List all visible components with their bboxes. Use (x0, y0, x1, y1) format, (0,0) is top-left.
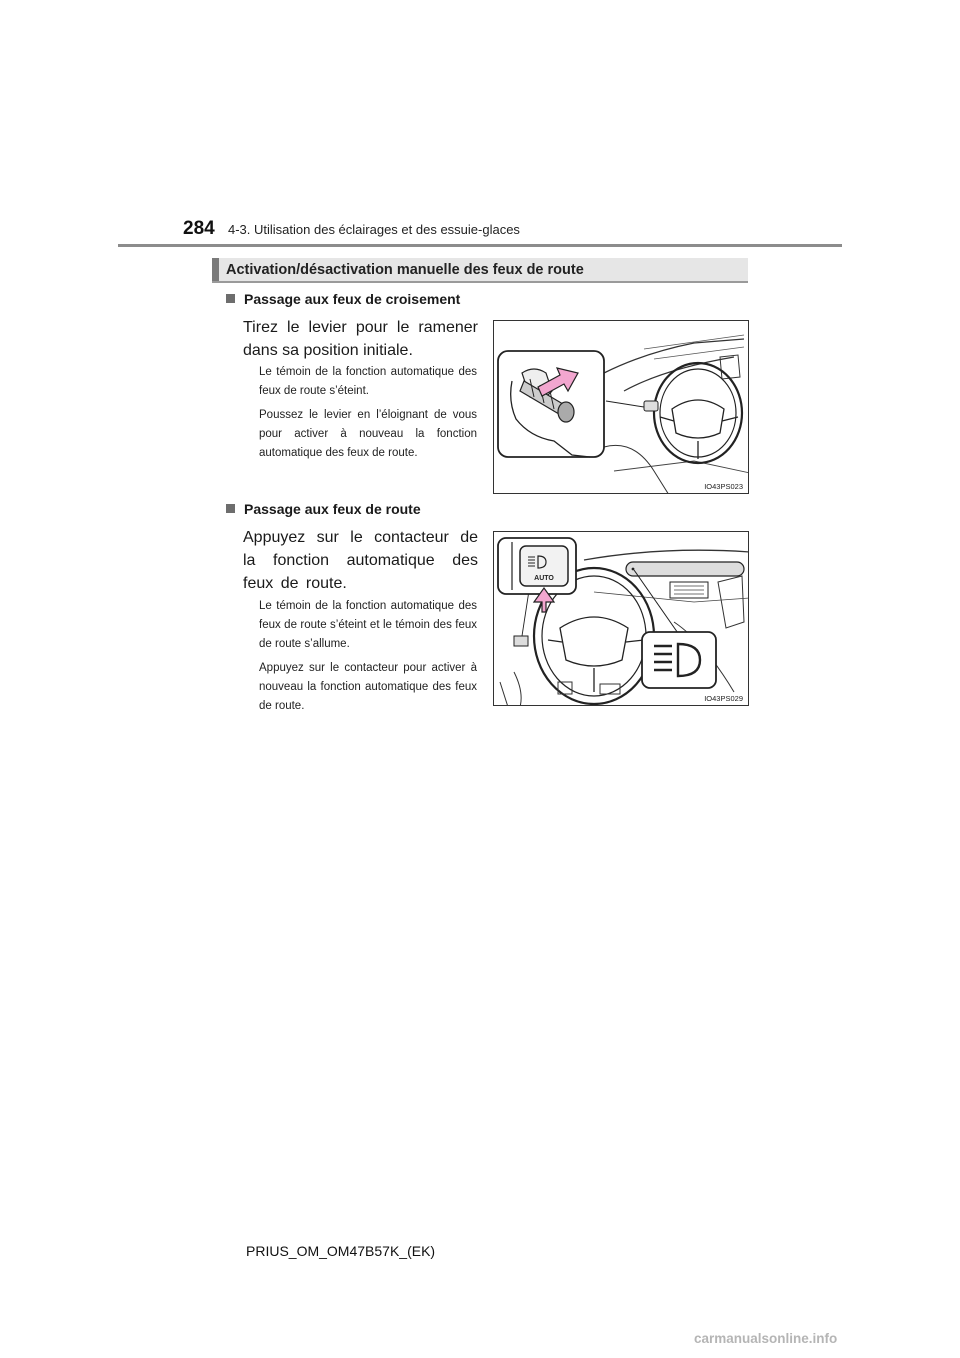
subheading-high-beam (226, 501, 421, 517)
subheading-low-beam-text: Passage aux feux de croisement (244, 291, 461, 307)
figure-code-1: IO43PS023 (704, 482, 743, 491)
figure-auto-switch (493, 531, 749, 706)
subheading-low-beam (226, 291, 460, 307)
section-title: Activation/désactivation manuelle des feux de route (226, 262, 584, 278)
page-number: 284 (183, 218, 215, 239)
lever-illustration (494, 321, 749, 494)
auto-label: AUTO (534, 575, 554, 582)
document-id: PRIUS_OM_OM47B57K_(EK) (246, 1243, 436, 1259)
site-watermark: carmanualsonline.info (694, 1331, 838, 1346)
note-low-beam-1: Le témoin de la fonction automatique des feux de route s’éteint. (259, 366, 477, 397)
instruction-high-beam: Appuyez sur le contacteur de la fonction automatique des feux de route. (243, 529, 478, 592)
square-bullet-icon (226, 504, 235, 513)
instruction-low-beam: Tirez le levier pour le ramener dans sa position initiale. (243, 319, 478, 359)
chapter-title: 4-3. Utilisation des éclairages et des essuie-glaces (228, 222, 520, 237)
dashboard-illustration (494, 532, 749, 706)
note-low-beam-2: Poussez le levier en l’éloignant de vous pour activer à nouveau la fonction automatique des feux de route. (259, 409, 477, 459)
figure-code-2: IO43PS029 (704, 694, 743, 703)
figure-lever-pull (493, 320, 749, 494)
section-accent (212, 258, 219, 281)
note-high-beam-1: Le témoin de la fonction automatique des feux de route s’éteint et le témoin des feux de route s’allume. (259, 600, 477, 650)
subheading-high-beam-text: Passage aux feux de route (244, 501, 421, 517)
note-high-beam-2: Appuyez sur le contacteur pour activer à nouveau la fonction automatique des feux de route. (259, 662, 477, 712)
header-divider (118, 244, 842, 247)
square-bullet-icon (226, 294, 235, 303)
section-title-bar (212, 258, 748, 283)
